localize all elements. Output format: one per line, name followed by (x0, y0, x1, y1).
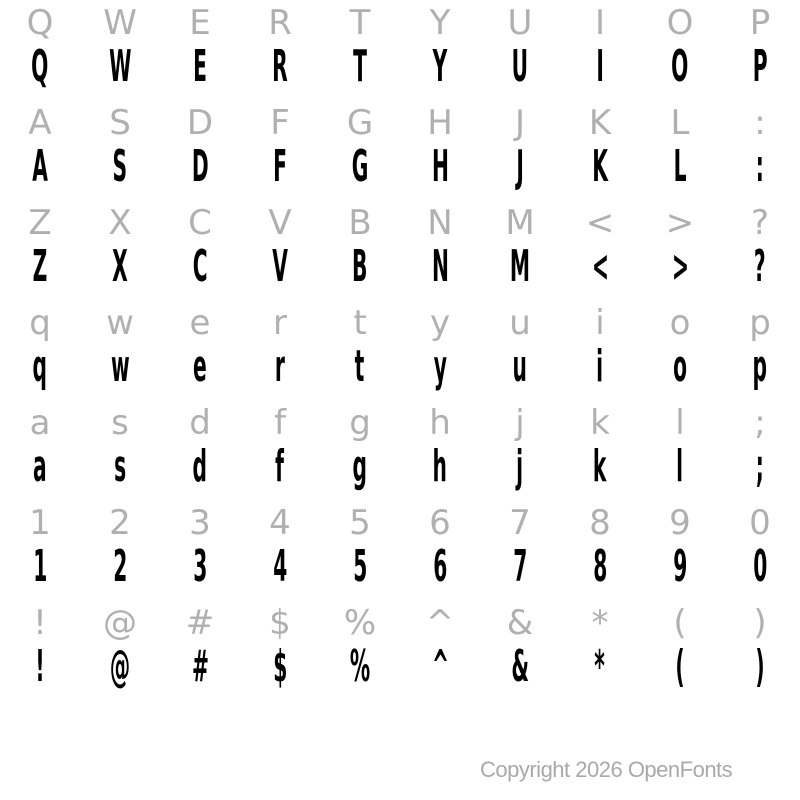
specimen-glyph-row-3 (0, 341, 800, 400)
glyph-cell (720, 241, 800, 300)
glyph-cell: 3 (189, 503, 211, 543)
glyph-cell: ( (673, 603, 687, 643)
glyph-cell: F (270, 103, 290, 143)
glyph: H (431, 141, 449, 192)
glyph-row-pair-6 (0, 600, 800, 700)
glyph-cell (240, 141, 320, 200)
glyph: O (671, 41, 689, 92)
glyph-cell: 8 (589, 503, 611, 543)
glyph: $ (272, 641, 288, 692)
glyph-cell: d (189, 403, 211, 443)
glyph-row-pair-3 (0, 300, 800, 400)
glyph-row-pair-5 (0, 500, 800, 600)
glyph: r (275, 341, 285, 392)
glyph-cell: X (108, 203, 132, 243)
glyph-cell: & (506, 603, 534, 643)
glyph-cell: 1 (29, 503, 51, 543)
glyph-cell (400, 241, 480, 300)
glyph-cell: y (429, 303, 451, 343)
glyph: N (431, 241, 449, 292)
glyph-cell (640, 641, 720, 700)
glyph: 7 (512, 541, 528, 592)
glyph-cell: O (666, 3, 694, 43)
glyph: I (596, 41, 604, 92)
glyph-cell: 4 (269, 503, 291, 543)
glyph-cell (320, 541, 400, 600)
glyph-cell: 0 (749, 503, 771, 543)
glyph-cell (480, 341, 560, 400)
glyph-cell (720, 541, 800, 600)
glyph-cell (560, 641, 640, 700)
glyph: : (755, 141, 765, 192)
glyph-row-pair-4 (0, 400, 800, 500)
glyph: U (511, 41, 529, 92)
glyph-cell: l (675, 403, 685, 443)
glyph-cell: R (268, 3, 292, 43)
glyph-cell (0, 541, 80, 600)
glyph-cell: w (106, 303, 134, 343)
glyph-cell (480, 41, 560, 100)
glyph-cell (400, 341, 480, 400)
glyph-cell (560, 341, 640, 400)
glyph: < (591, 241, 609, 292)
glyph: ( (675, 641, 685, 692)
glyph-cell (400, 41, 480, 100)
glyph-cell: e (189, 303, 211, 343)
glyph: y (433, 341, 447, 392)
glyph: g (352, 441, 368, 492)
glyph-cell: T (349, 3, 371, 43)
glyph-cell (720, 141, 800, 200)
glyph-cell (160, 41, 240, 100)
glyph-cell: # (185, 603, 215, 643)
glyph: T (353, 41, 367, 92)
glyph-cell: A (28, 103, 52, 143)
glyph: e (193, 341, 207, 392)
glyph: R (272, 41, 288, 92)
glyph-cell (240, 641, 320, 700)
glyph-cell (160, 641, 240, 700)
glyph: & (511, 641, 529, 692)
glyph: h (432, 441, 448, 492)
glyph-cell (240, 441, 320, 500)
glyph: ) (755, 641, 765, 692)
glyph-cell: E (189, 3, 211, 43)
glyph-cell (0, 241, 80, 300)
glyph: L (673, 141, 687, 192)
glyph-cell: W (103, 3, 137, 43)
glyph-cell: a (29, 403, 51, 443)
glyph-cell: G (346, 103, 374, 143)
glyph: B (352, 241, 368, 292)
specimen-glyph-row-2 (0, 241, 800, 300)
glyph-cell: ! (33, 603, 47, 643)
glyph-cell: * (591, 603, 609, 643)
glyph: W (108, 41, 132, 92)
glyph: J (516, 141, 524, 192)
glyph: ; (755, 441, 765, 492)
glyph-cell: s (111, 403, 129, 443)
glyph: 1 (32, 541, 48, 592)
glyph-cell (80, 441, 160, 500)
specimen-glyph-row-4 (0, 441, 800, 500)
glyph-cell: Z (28, 203, 52, 243)
glyph-cell: Q (26, 3, 54, 43)
glyph: 4 (272, 541, 288, 592)
glyph-cell (560, 541, 640, 600)
glyph-cell (240, 241, 320, 300)
glyph: 9 (672, 541, 688, 592)
glyph: P (752, 41, 768, 92)
glyph-cell (0, 441, 80, 500)
glyph-cell (0, 141, 80, 200)
glyph-cell: $ (269, 603, 291, 643)
glyph-cell (240, 341, 320, 400)
glyph-cell: 5 (349, 503, 371, 543)
glyph: f (275, 441, 285, 492)
glyph-row-pair-0 (0, 0, 800, 100)
glyph: d (192, 441, 208, 492)
glyph-cell: P (749, 3, 771, 43)
glyph-cell: k (590, 403, 610, 443)
glyph-cell: 2 (109, 503, 131, 543)
glyph-cell: 9 (669, 503, 691, 543)
glyph: K (592, 141, 608, 192)
specimen-glyph-row-6 (0, 641, 800, 700)
glyph-cell (0, 41, 80, 100)
glyph-cell: V (268, 203, 292, 243)
glyph-cell (160, 541, 240, 600)
glyph-cell (480, 241, 560, 300)
glyph-cell (80, 241, 160, 300)
glyph-cell (640, 541, 720, 600)
glyph-cell (640, 141, 720, 200)
glyph-cell (320, 241, 400, 300)
glyph-cell: p (749, 303, 771, 343)
glyph-cell (320, 441, 400, 500)
glyph: u (512, 341, 528, 392)
glyph-cell: U (507, 3, 533, 43)
glyph: ! (35, 641, 45, 692)
glyph: k (593, 441, 607, 492)
glyph-cell (320, 141, 400, 200)
glyph: w (110, 341, 130, 392)
glyph-cell (560, 241, 640, 300)
glyph: 0 (752, 541, 768, 592)
glyph: C (192, 241, 208, 292)
glyph: V (272, 241, 288, 292)
glyph-cell: M (505, 203, 535, 243)
glyph: F (273, 141, 287, 192)
glyph-cell (80, 341, 160, 400)
glyph-cell (560, 141, 640, 200)
glyph-cell: u (509, 303, 531, 343)
glyph: q (32, 341, 48, 392)
glyph-cell (240, 541, 320, 600)
glyph-cell: D (186, 103, 214, 143)
glyph: 5 (352, 541, 368, 592)
glyph-cell: J (514, 103, 526, 143)
glyph-cell (560, 41, 640, 100)
glyph: p (752, 341, 768, 392)
glyph-cell (160, 341, 240, 400)
glyph-cell (400, 441, 480, 500)
glyph: Y (432, 41, 448, 92)
glyph-cell: L (670, 103, 690, 143)
glyph: t (355, 341, 365, 392)
glyph: D (191, 141, 209, 192)
glyph-cell: o (669, 303, 691, 343)
glyph-cell: h (429, 403, 451, 443)
glyph-cell (0, 341, 80, 400)
glyph: 3 (192, 541, 208, 592)
specimen-glyph-row-5 (0, 541, 800, 600)
glyph-cell (80, 641, 160, 700)
glyph-cell: g (349, 403, 371, 443)
glyph-cell (720, 41, 800, 100)
glyph-cell (320, 341, 400, 400)
glyph-cell (480, 541, 560, 600)
glyph-cell (480, 641, 560, 700)
glyph: l (676, 441, 684, 492)
glyph: 6 (432, 541, 448, 592)
glyph-cell (400, 141, 480, 200)
glyph: X (112, 241, 128, 292)
glyph-row-pair-1 (0, 100, 800, 200)
glyph-cell: B (348, 203, 372, 243)
glyph: Z (32, 241, 48, 292)
glyph-cell: I (594, 3, 606, 43)
glyph-cell: @ (103, 603, 137, 643)
glyph: j (516, 441, 524, 492)
glyph-cell (400, 541, 480, 600)
glyph: A (32, 141, 48, 192)
glyph-cell: S (109, 103, 131, 143)
glyph-cell: i (595, 303, 605, 343)
glyph: a (33, 441, 47, 492)
glyph-cell: % (343, 603, 377, 643)
glyph-cell (480, 141, 560, 200)
glyph-cell (80, 541, 160, 600)
glyph: # (191, 641, 209, 692)
specimen-glyph-row-0 (0, 41, 800, 100)
glyph: ^ (431, 641, 449, 692)
glyph-cell (640, 441, 720, 500)
glyph: @ (109, 641, 131, 692)
copyright-text: Copyright 2026 OpenFonts (480, 757, 733, 782)
glyph: > (671, 241, 689, 292)
glyph: ? (754, 241, 766, 292)
glyph-cell: ) (753, 603, 767, 643)
glyph-cell: f (274, 403, 286, 443)
glyph-cell: K (588, 103, 612, 143)
glyph-cell (0, 641, 80, 700)
glyph: S (112, 141, 128, 192)
glyph-cell: ^ (425, 603, 455, 643)
glyph-cell: H (427, 103, 453, 143)
glyph: i (596, 341, 604, 392)
glyph-cell (320, 41, 400, 100)
glyph-cell (640, 41, 720, 100)
glyph-cell (720, 341, 800, 400)
glyph-cell: 6 (429, 503, 451, 543)
glyph: o (673, 341, 687, 392)
glyph-cell: C (188, 203, 212, 243)
glyph-cell (400, 641, 480, 700)
glyph-cell: j (515, 403, 525, 443)
glyph: E (193, 41, 207, 92)
glyph-cell: < (585, 203, 615, 243)
glyph-cell: ? (750, 203, 770, 243)
glyph-cell (80, 141, 160, 200)
glyph-cell (640, 241, 720, 300)
glyph-cell (160, 241, 240, 300)
glyph-cell: > (665, 203, 695, 243)
glyph-cell (240, 41, 320, 100)
glyph-cell: : (754, 103, 766, 143)
glyph-cell: 7 (509, 503, 531, 543)
glyph-cell (480, 441, 560, 500)
glyph: * (594, 641, 606, 692)
glyph-cell (320, 641, 400, 700)
glyph-cell: ; (754, 403, 766, 443)
glyph-cell: t (353, 303, 367, 343)
glyph: 2 (112, 541, 128, 592)
glyph: M (509, 241, 531, 292)
glyph-cell (720, 641, 800, 700)
specimen-glyph-row-1 (0, 141, 800, 200)
glyph: Q (31, 41, 49, 92)
glyph-cell: N (427, 203, 453, 243)
glyph-cell (560, 441, 640, 500)
glyph: G (351, 141, 369, 192)
glyph: % (349, 641, 371, 692)
glyph-cell (160, 141, 240, 200)
glyph-cell: r (273, 303, 287, 343)
glyph-row-pair-2 (0, 200, 800, 300)
glyph-cell: Y (429, 3, 451, 43)
glyph-cell (640, 341, 720, 400)
glyph: s (113, 441, 127, 492)
glyph-cell (720, 441, 800, 500)
glyph-cell (80, 41, 160, 100)
glyph: 8 (592, 541, 608, 592)
glyph-cell (160, 441, 240, 500)
glyph-cell: q (29, 303, 51, 343)
